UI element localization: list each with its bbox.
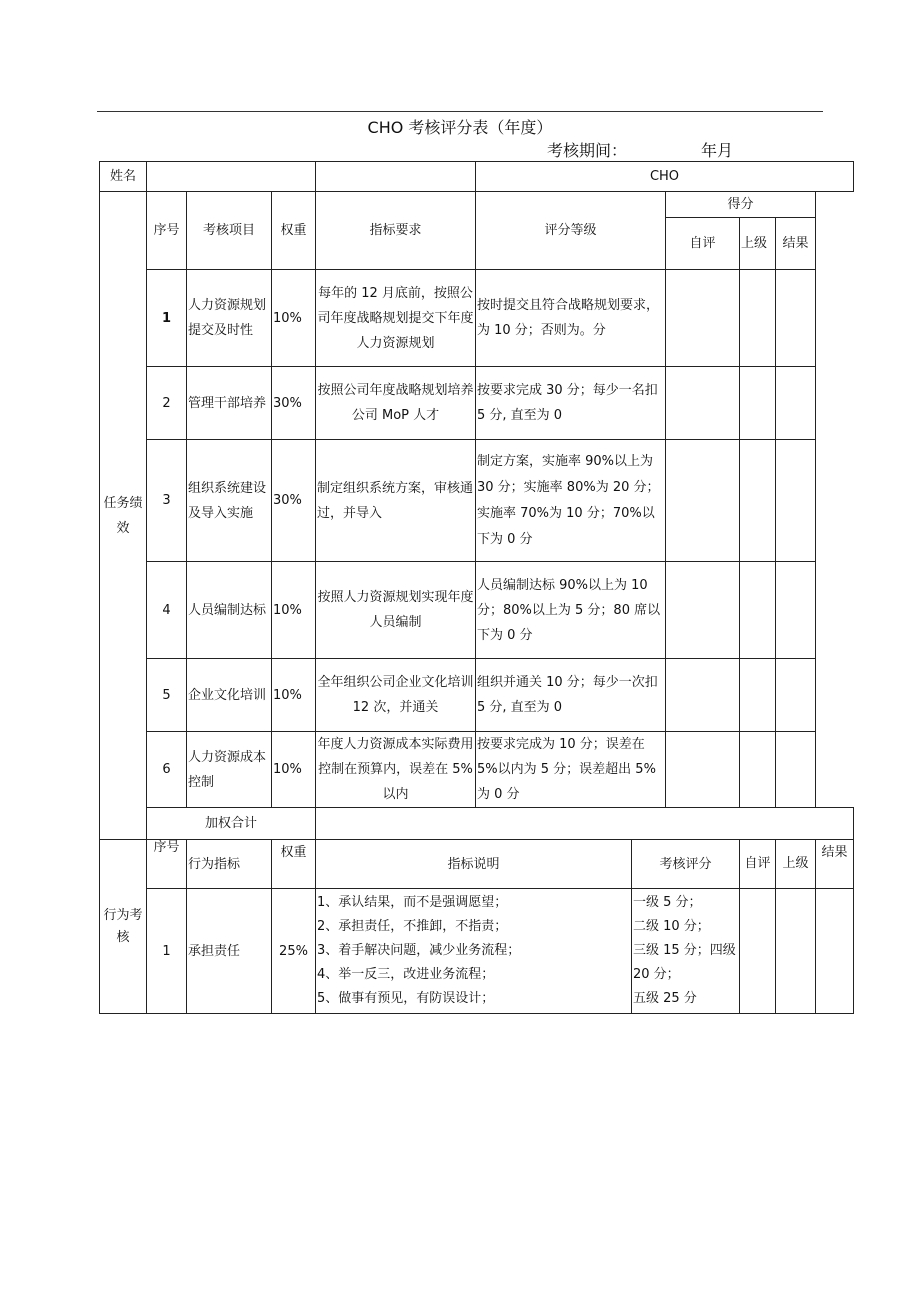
task-seq: 1 <box>147 270 187 367</box>
task-grading: 按时提交且符合战略规划要求，为 10 分；否则为。分 <box>476 270 666 367</box>
task-self-score[interactable] <box>666 270 740 367</box>
form-title: CHO 考核评分表（年度） <box>367 118 553 137</box>
task-weight: 10% <box>272 270 316 367</box>
task-result[interactable] <box>776 562 816 659</box>
evaluation-table <box>99 161 854 1014</box>
position-label <box>316 162 476 192</box>
task-item: 管理干部培养 <box>187 367 272 440</box>
task-result[interactable] <box>776 659 816 732</box>
col-superior: 上级 <box>776 840 816 889</box>
task-self-score[interactable] <box>666 562 740 659</box>
task-grading: 制定方案，实施率 90%以上为 30 分；实施率 80%为 20 分；实施率 70%为 10 分；70%以下为 0 分 <box>476 440 666 562</box>
behavior-superior-score[interactable] <box>776 889 816 1014</box>
task-superior-score[interactable] <box>740 732 776 808</box>
col-result: 结果 <box>816 840 854 889</box>
behavior-weight: 25% <box>272 889 316 1014</box>
behavior-grading: 一级 5 分； 二级 10 分； 三级 15 分；四级 20 分； 五级 25 分 <box>632 889 740 1014</box>
task-grading: 人员编制达标 90%以上为 10 分；80%以上为 5 分；80 席以下为 0 分 <box>476 562 666 659</box>
task-item: 人员编制达标 <box>187 562 272 659</box>
col-description: 指标说明 <box>316 840 632 889</box>
task-row <box>100 367 854 440</box>
task-item: 人力资源成本控制 <box>187 732 272 808</box>
task-header-row <box>100 192 854 218</box>
task-weight: 10% <box>272 562 316 659</box>
behavior-result[interactable] <box>816 889 854 1014</box>
task-self-score[interactable] <box>666 440 740 562</box>
task-requirement: 按照公司年度战略规划培养公司 MoP 人才 <box>316 367 476 440</box>
task-item: 企业文化培训 <box>187 659 272 732</box>
task-seq: 4 <box>147 562 187 659</box>
task-grading: 按要求完成 30 分；每少一名扣 5 分, 直至为 0 <box>476 367 666 440</box>
col-seq: 序号 <box>147 192 187 270</box>
name-label: 姓名 <box>100 162 147 192</box>
task-requirement: 按照人力资源规划实现年度人员编制 <box>316 562 476 659</box>
behavior-indicator: 承担责任 <box>187 889 272 1014</box>
position-value: CHO <box>476 162 854 192</box>
task-row <box>100 440 854 562</box>
col-score: 得分 <box>666 192 816 218</box>
task-seq: 5 <box>147 659 187 732</box>
name-input[interactable] <box>147 162 316 192</box>
task-requirement: 每年的 12 月底前，按照公司年度战略规划提交下年度人力资源规划 <box>316 270 476 367</box>
col-item: 考核项目 <box>187 192 272 270</box>
col-grading: 考核评分 <box>632 840 740 889</box>
task-result[interactable] <box>776 367 816 440</box>
task-requirement: 全年组织公司企业文化培训 12 次，并通关 <box>316 659 476 732</box>
col-result: 结果 <box>776 218 816 270</box>
col-self: 自评 <box>666 218 740 270</box>
task-weight: 30% <box>272 440 316 562</box>
name-row <box>100 162 854 192</box>
period-suffix: 年月 <box>701 141 734 160</box>
task-weight: 10% <box>272 732 316 808</box>
behavior-section-label: 行为考核 <box>100 840 147 1014</box>
task-row <box>100 659 854 732</box>
task-superior-score[interactable] <box>740 562 776 659</box>
task-section-label: 任务绩效 <box>100 192 147 840</box>
task-seq: 6 <box>147 732 187 808</box>
task-item: 组织系统建设及导入实施 <box>187 440 272 562</box>
task-weight: 10% <box>272 659 316 732</box>
task-row <box>100 732 854 808</box>
col-seq: 序号 <box>147 840 187 889</box>
task-requirement: 年度人力资源成本实际费用控制在预算内，误差在 5%以内 <box>316 732 476 808</box>
task-self-score[interactable] <box>666 732 740 808</box>
behavior-description: 1、承认结果，而不是强调愿望； 2、承担责任，不推卸，不指责； 3、着手解决问题，减少业务流程； 4、举一反三，改进业务流程； 5、做事有预见，有防误设计； <box>316 889 632 1014</box>
col-superior: 上级 <box>740 218 776 270</box>
behavior-row <box>100 889 854 1014</box>
col-self: 自评 <box>740 840 776 889</box>
task-seq: 2 <box>147 367 187 440</box>
col-weight: 权重 <box>272 192 316 270</box>
task-weight: 30% <box>272 367 316 440</box>
task-self-score[interactable] <box>666 659 740 732</box>
weighted-total-label: 加权合计 <box>147 808 316 840</box>
top-rule <box>97 111 823 112</box>
task-requirement: 制定组织系统方案，审核通过，并导入 <box>316 440 476 562</box>
task-row <box>100 270 854 367</box>
task-grading: 按要求完成为 10 分；误差在 5%以内为 5 分；误差超出 5%为 0 分 <box>476 732 666 808</box>
behavior-seq: 1 <box>147 889 187 1014</box>
task-result[interactable] <box>776 270 816 367</box>
col-indicator: 行为指标 <box>187 840 272 889</box>
task-self-score[interactable] <box>666 367 740 440</box>
behavior-self-score[interactable] <box>740 889 776 1014</box>
task-result[interactable] <box>776 440 816 562</box>
task-superior-score[interactable] <box>740 440 776 562</box>
col-weight: 权重 <box>272 840 316 889</box>
period-line <box>547 138 733 161</box>
weighted-total-value[interactable] <box>316 808 854 840</box>
task-result[interactable] <box>776 732 816 808</box>
task-seq: 3 <box>147 440 187 562</box>
task-superior-score[interactable] <box>740 367 776 440</box>
task-superior-score[interactable] <box>740 659 776 732</box>
task-grading: 组织并通关 10 分；每少一次扣 5 分, 直至为 0 <box>476 659 666 732</box>
task-superior-score[interactable] <box>740 270 776 367</box>
col-requirement: 指标要求 <box>316 192 476 270</box>
period-label: 考核期间： <box>547 141 628 160</box>
behavior-header-row <box>100 840 854 889</box>
weighted-total-row <box>100 808 854 840</box>
task-item: 人力资源规划提交及时性 <box>187 270 272 367</box>
task-row <box>100 562 854 659</box>
col-grading: 评分等级 <box>476 192 666 270</box>
